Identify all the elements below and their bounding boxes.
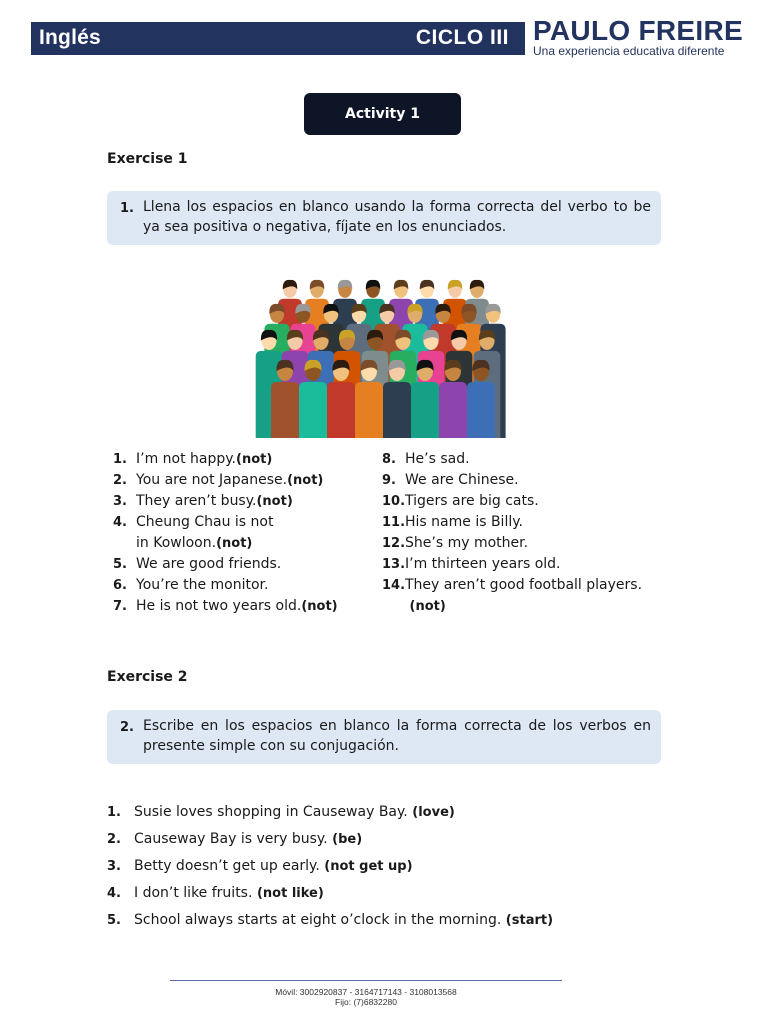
item-text: You are not Japanese. [136,472,288,488]
activity-badge: Activity 1 [304,93,461,135]
item-hint: (not) [236,452,273,467]
item-number: 11. [382,515,406,530]
item-number: 4. [107,886,121,901]
item-number: 2. [107,832,121,847]
item-text: Susie loves shopping in Causeway Bay. [134,804,408,820]
item-text: His name is Billy. [405,514,523,530]
item-hint: (not get up) [319,859,413,874]
item-text: I’m thirteen years old. [405,556,561,572]
item-number: 9. [382,473,396,488]
item-number: 8. [382,452,396,467]
list-item [107,799,553,826]
list-item [113,554,338,575]
list-item [113,575,338,596]
item-number: 2. [113,473,127,488]
item-hint: (be) [327,832,363,847]
item-number: 14. [382,578,406,593]
exercise-1-title: Exercise 1 [107,151,188,167]
item-text: He’s sad. [405,451,470,467]
exercise-2-list [107,799,553,934]
item-number: 3. [107,859,121,874]
list-item [113,470,338,491]
list-item [382,512,642,533]
item-number: 13. [382,557,406,572]
instruction-number: 1. [120,201,134,216]
list-item [382,491,642,512]
list-item [107,907,553,934]
list-item [107,853,553,880]
item-number: 3. [113,494,127,509]
exercise-1-right-list [382,449,642,617]
footer-mobile: Móvil: 3002920837 - 3164717143 - 3108013568 [275,987,457,997]
item-text: We are Chinese. [405,472,519,488]
list-item [113,449,338,470]
item-text: He is not two years old. [136,598,302,614]
item-number: 4. [113,515,127,530]
item-text: School always starts at eight o’clock in the morning. [134,912,502,928]
item-number: 1. [113,452,127,467]
item-hint: (start) [501,913,554,928]
item-hint: (not) [287,473,324,488]
item-text: They aren’t busy. [136,493,257,509]
list-item [107,826,553,853]
instruction-text: Escribe en los espacios en blanco la forma correcta de los verbos en presente simple con su conjugación. [143,718,651,754]
item-text: Tigers are big cats. [405,493,539,509]
brand-tagline: Una experiencia educativa diferente [533,44,725,58]
list-item [382,470,642,491]
exercise-1-left-list [113,449,338,617]
instruction-text: Llena los espacios en blanco usando la forma correcta del verbo to be ya sea positiva o negativa, fíjate en los enunciados. [143,199,651,235]
item-text: I’m not happy. [136,451,237,467]
item-number: 5. [113,557,127,572]
header-bar [31,22,525,55]
list-item [382,533,642,554]
footer-contact [170,987,562,1007]
school-logo [533,15,743,58]
list-item [382,575,642,596]
subject-title: Inglés [39,26,101,49]
list-item [382,449,642,470]
item-hint: (not) [256,494,293,509]
item-text: Causeway Bay is very busy. [134,831,328,847]
item-number: 12. [382,536,406,551]
exercise-2-instruction-box [107,710,661,764]
item-text: Cheung Chau is not [136,514,274,530]
exercise-2-title: Exercise 2 [107,669,188,685]
crowd-illustration [255,270,515,438]
list-item [113,512,338,533]
item-text: Betty doesn’t get up early. [134,858,320,874]
footer-landline: Fijo: (7)6832280 [335,997,397,1007]
item-hint: (love) [407,805,455,820]
item-text: We are good friends. [136,556,282,572]
item-text: in Kowloon. [136,535,217,551]
cycle-label: CICLO III [415,26,509,49]
list-item [113,596,338,617]
item-number: 5. [107,913,121,928]
item-hint: (not) [405,599,446,614]
item-number: 6. [113,578,127,593]
list-item [107,880,553,907]
list-item [382,596,642,617]
list-item [382,554,642,575]
item-hint: (not) [301,599,338,614]
brand-name: PAULO FREIRE [533,15,743,46]
item-number: 10. [382,494,406,509]
exercise-1-instruction-box [107,191,661,245]
item-text: She’s my mother. [405,535,529,551]
item-text: They aren’t good football players. [405,577,643,593]
item-hint: (not) [216,536,253,551]
footer-divider [170,980,562,981]
item-text: You’re the monitor. [136,577,269,593]
list-item [113,533,338,554]
item-hint: (not like) [252,886,324,901]
item-number: 1. [107,805,121,820]
instruction-number: 2. [120,720,134,735]
item-number: 7. [113,599,127,614]
item-text: I don’t like fruits. [134,885,253,901]
list-item [113,491,338,512]
